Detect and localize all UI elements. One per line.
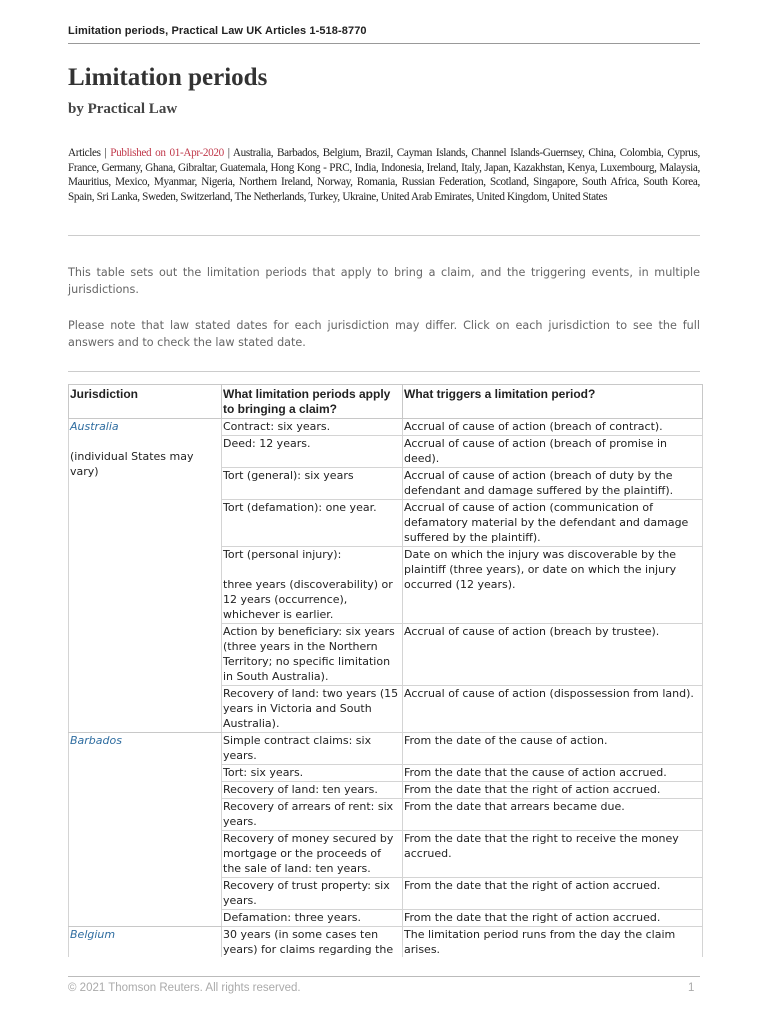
intro-paragraph: This table sets out the limitation periods that apply to bring a claim, and the triggering events, in multiple jurisdictions. — [68, 266, 700, 296]
table-row — [69, 733, 703, 765]
meta-separator: | — [100, 147, 111, 159]
table-header-row — [69, 385, 703, 419]
running-header: Limitation periods, Practical Law UK Articles 1-518-8770 — [68, 25, 367, 37]
trigger-cell: The limitation period runs from the day the claim arises. — [403, 927, 703, 958]
published-date: Published on 01-Apr-2020 — [110, 147, 224, 159]
column-header-triggers: What triggers a limitation period? — [403, 385, 703, 419]
table-row — [69, 419, 703, 436]
period-cell: Recovery of land: ten years. — [222, 782, 403, 799]
period-cell: Tort: six years. — [222, 765, 403, 782]
jurisdiction-link-australia[interactable]: Australia — [70, 420, 119, 433]
trigger-cell: From the date that the right of action accrued. — [403, 782, 703, 799]
trigger-cell: Accrual of cause of action (breach of duty by the defendant and damage suffered by the plaintiff). — [403, 468, 703, 500]
intro-divider — [68, 371, 700, 372]
period-cell: Recovery of money secured by mortgage or the proceeds of the sale of land: ten years. — [222, 831, 403, 878]
period-detail: three years (discoverability) or 12 years (occurrence), whichever is earlier. — [223, 578, 393, 621]
metadata-divider — [68, 235, 700, 236]
header-divider — [68, 43, 700, 44]
period-cell: Deed: 12 years. — [222, 436, 403, 468]
period-cell: Recovery of trust property: six years. — [222, 878, 403, 910]
jurisdiction-cell — [69, 927, 222, 958]
trigger-cell: Accrual of cause of action (dispossession from land). — [403, 686, 703, 733]
trigger-cell: From the date that arrears became due. — [403, 799, 703, 831]
period-cell: Tort (general): six years — [222, 468, 403, 500]
trigger-cell: Accrual of cause of action (breach by trustee). — [403, 624, 703, 686]
jurisdiction-note: (individual States may vary) — [70, 450, 194, 478]
limitation-table — [68, 384, 703, 957]
jurisdiction-link-belgium[interactable]: Belgium — [70, 928, 116, 941]
footer-copyright: © 2021 Thomson Reuters. All rights reserved. — [68, 982, 301, 994]
period-cell — [222, 547, 403, 624]
jurisdiction-list: Australia, Barbados, Belgium, Brazil, Cayman Islands, Channel Islands-Guernsey, China, Colombia, Cyprus, France, Germany, Ghana, Gibraltar, Guatemala, Hong Kong - PRC, India, Indonesia, Ireland, Italy, Japan, Kazakhstan, Kenya, Luxembourg, Malaysia, Mauritius, Mexico, Myanmar, Nigeria, Northern Ireland, Norway, Romania, Russian Federation, Scotland, Singapore, South Africa, South Korea, Spain, Sri Lanka, Sweden, Switzerland, The Netherlands, Turkey, Ukraine, United Arab Emirates, United Kingdom, United States — [68, 147, 700, 203]
trigger-cell: From the date that the right of action accrued. — [403, 910, 703, 927]
trigger-cell: Accrual of cause of action (breach of promise in deed). — [403, 436, 703, 468]
column-header-jurisdiction: Jurisdiction — [69, 385, 222, 419]
trigger-cell: Accrual of cause of action (breach of contract). — [403, 419, 703, 436]
jurisdiction-cell — [69, 733, 222, 927]
trigger-cell: From the date that the cause of action accrued. — [403, 765, 703, 782]
page-number: 1 — [688, 982, 695, 994]
trigger-cell: From the date that the right to receive the money accrued. — [403, 831, 703, 878]
period-cell: Action by beneficiary: six years (three years in the Northern Territory; no specific limitation in South Australia). — [222, 624, 403, 686]
document-metadata — [68, 146, 700, 204]
period-cell: Recovery of land: two years (15 years in Victoria and South Australia). — [222, 686, 403, 733]
period-cell: Recovery of arrears of rent: six years. — [222, 799, 403, 831]
byline: by Practical Law — [68, 101, 178, 117]
jurisdiction-link-barbados[interactable]: Barbados — [70, 734, 122, 747]
trigger-cell: From the date that the right of action accrued. — [403, 878, 703, 910]
period-cell: Contract: six years. — [222, 419, 403, 436]
period-cell: Simple contract claims: six years. — [222, 733, 403, 765]
jurisdiction-cell — [69, 419, 222, 733]
note-paragraph: Please note that law stated dates for each jurisdiction may differ. Click on each jurisdiction to see the full answers and to check the law stated date. — [68, 319, 700, 349]
table-row — [69, 927, 703, 958]
trigger-cell: From the date of the cause of action. — [403, 733, 703, 765]
column-header-periods: What limitation periods apply to bringing a claim? — [222, 385, 403, 419]
trigger-cell: Accrual of cause of action (communication of defamatory material by the defendant and damage suffered by the plaintiff). — [403, 500, 703, 547]
period-cell: Tort (defamation): one year. — [222, 500, 403, 547]
trigger-cell: Date on which the injury was discoverable by the plaintiff (three years), or date on which the injury occurred (12 years). — [403, 547, 703, 624]
meta-separator: | — [223, 147, 233, 159]
footer-divider — [68, 976, 700, 977]
document-type: Articles — [68, 147, 101, 159]
period-heading: Tort (personal injury): — [223, 548, 342, 561]
period-cell: Defamation: three years. — [222, 910, 403, 927]
period-cell: 30 years (in some cases ten years) for claims regarding the — [222, 927, 403, 958]
document-title: Limitation periods — [68, 64, 268, 91]
